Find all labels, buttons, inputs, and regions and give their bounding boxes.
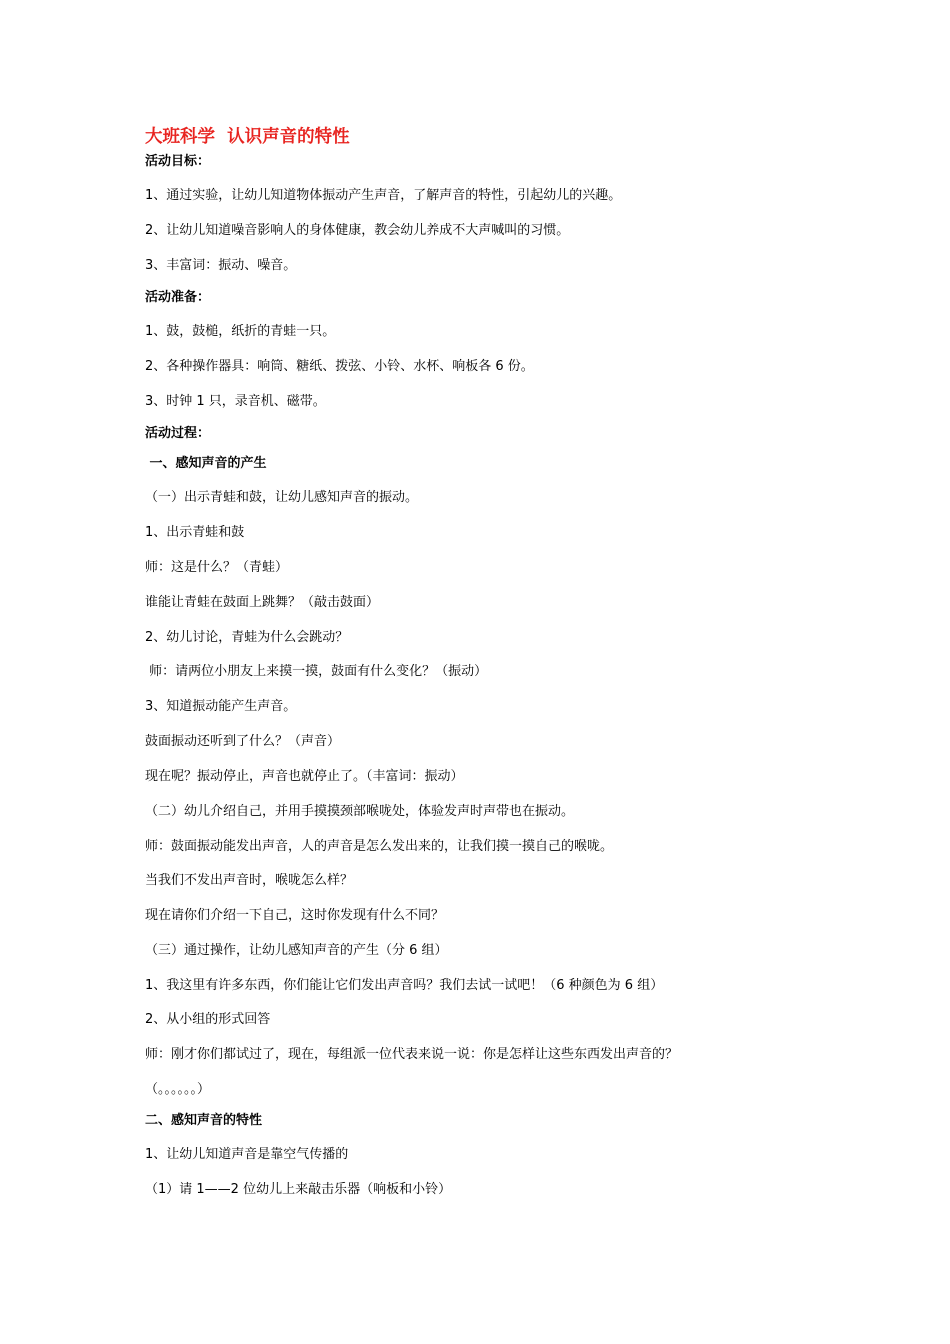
paragraph-line: 2、各种操作器具：响筒、糖纸、拨弦、小铃、水杯、响板各 6 份。 (145, 359, 534, 374)
paragraph-line: （1）请 1——2 位幼儿上来敲击乐器（响板和小铃） (145, 1182, 452, 1197)
section-heading-goals: 活动目标： (145, 154, 211, 169)
paragraph-line: 师：请两位小朋友上来摸一摸，鼓面有什么变化？（振动） (145, 664, 488, 679)
paragraph-line: （一）出示青蛙和鼓，让幼儿感知声音的振动。 (145, 490, 419, 505)
subsection-heading-1: 一、感知声音的产生 (145, 456, 267, 471)
paragraph-line: （二）幼儿介绍自己，并用手摸摸颈部喉咙处，体验发声时声带也在振动。 (145, 804, 575, 819)
paragraph-line: 现在请你们介绍一下自己，这时你发现有什么不同？ (145, 908, 445, 923)
paragraph-line: 师：刚才你们都试过了，现在，每组派一位代表来说一说：你是怎样让这些东西发出声音的？ (145, 1047, 679, 1062)
section-heading-preparation: 活动准备： (145, 290, 211, 305)
paragraph-line: 2、幼儿讨论，青蛙为什么会跳动？ (145, 630, 349, 645)
paragraph-line: 师：这是什么？（青蛙） (145, 560, 289, 575)
paragraph-line: 1、我这里有许多东西，你们能让它们发出声音吗？我们去试一试吧！（6 种颜色为 6 组） (145, 978, 664, 993)
paragraph-line: 师：鼓面振动能发出声音，人的声音是怎么发出来的，让我们摸一摸自己的喉咙。 (145, 839, 614, 854)
paragraph-line: （。。。。。。） (145, 1082, 211, 1097)
paragraph-line: 1、通过实验，让幼儿知道物体振动产生声音，了解声音的特性，引起幼儿的兴趣。 (145, 188, 622, 203)
subsection-heading-2: 二、感知声音的特性 (145, 1113, 263, 1128)
paragraph-line: 2、从小组的形式回答 (145, 1012, 271, 1027)
paragraph-line: 1、鼓，鼓槌，纸折的青蛙一只。 (145, 324, 336, 339)
paragraph-line: （三）通过操作，让幼儿感知声音的产生（分 6 组） (145, 943, 448, 958)
paragraph-line: 当我们不发出声音时，喉咙怎么样？ (145, 873, 354, 888)
paragraph-line: 3、丰富词：振动、噪音。 (145, 258, 297, 273)
document-title: 大班科学 认识声音的特性 (145, 127, 350, 147)
paragraph-line: 3、知道振动能产生声音。 (145, 699, 297, 714)
section-heading-process: 活动过程： (145, 426, 211, 441)
paragraph-line: 3、时钟 1 只，录音机、磁带。 (145, 394, 326, 409)
paragraph-line: 1、让幼儿知道声音是靠空气传播的 (145, 1147, 349, 1162)
paragraph-line: 鼓面振动还听到了什么？（声音） (145, 734, 341, 749)
paragraph-line: 1、出示青蛙和鼓 (145, 525, 245, 540)
paragraph-line: 2、让幼儿知道噪音影响人的身体健康，教会幼儿养成不大声喊叫的习惯。 (145, 223, 570, 238)
paragraph-line: 谁能让青蛙在鼓面上跳舞？（敲击鼓面） (145, 595, 380, 610)
paragraph-line: 现在呢？振动停止，声音也就停止了。（丰富词：振动） (145, 769, 464, 784)
